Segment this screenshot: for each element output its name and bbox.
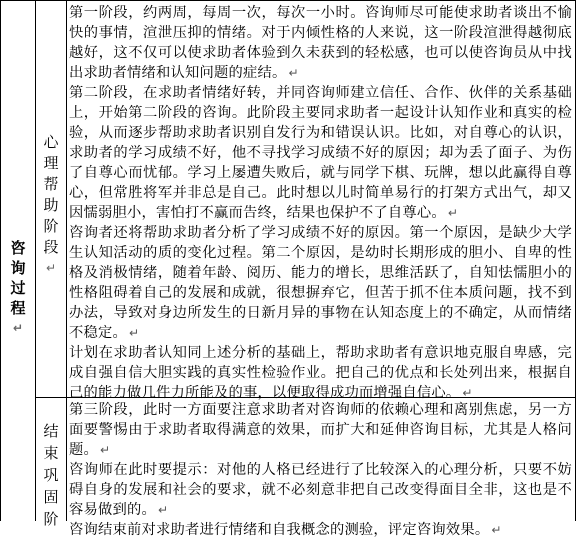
content-cell-top [69,3,572,403]
paragraph-stage1: 第一阶段，约两周，每周一次，每次一小时。咨询师尽可能使求助者谈出不愉快的事情，渲泄压抑的情绪。对于内倾性格的人来说，这一阶段渲泄得越彻底越好，这不仅可以使求助者体验到久未获到的轻松感，也可以使咨询员从中找出求助者情绪和认知问题的症结。 ↵ [69,5,572,81]
stage-label-cell-bottom [36,398,65,528]
stage3-label: 结 束 巩 固 阶 [43,422,59,528]
paragraph-analysis: 咨询者还将帮助求助者分析了学习成绩不好的原因。第一个原因，是缺少大学生认知活动的质的变化过程。第二个原因，是幼时长期形成的胆小、自卑的性格及消极情绪，随着年龄、阅历、能力的增长，思维活跃了，自知怯懦胆小的性格阻碍着自己的发展和成就，很想摒弃它，但苦于抓不住本质问题，找不到办法，导致对身边所发生的日新月异的事物在认知态度上的不确定，从而情绪不稳定。 ↵ [69,225,572,341]
content-cell-bottom [69,400,572,540]
paragraph-stage3: 第三阶段，此时一方面要注意求助者对咨询师的依赖心理和离别焦虑，另一方面要警惕由于求助者取得满意的效果，而扩大和延伸咨询目标，尤其是人格问题。 ↵ [69,402,572,458]
table-divider-col2 [66,0,67,521]
process-label-cell [1,0,35,521]
paragraph-final-test: 咨询结束前对求助者进行情绪和自我概念的测验，评定咨询效果。 ↵ [69,522,502,538]
process-label: 咨 询 过 程 ↵ [10,239,26,335]
stage-label-cell-top [36,0,65,397]
paragraph-counselor-hint: 咨询师在此时要提示：对他的人格已经进行了比较深入的心理分析，只要不妨碍自身的发展和社会的要求，就不必刻意非把自己改变得面目全非，这也是不容易做到的。 ↵ [69,462,572,518]
table-border-top [0,0,576,1]
stage2-label: 心 理 帮 助 阶 段 ↵ [43,133,59,275]
paragraph-stage2: 第二阶段，在求助者情绪好转，并同咨询师建立信任、合作、伙伴的关系基础上，开始第二阶段的咨询。此阶段主要同求助者一起设计认知作业和真实的检验，从而逐步帮助求助者识别自发行为和错误认识。比如，对自尊心的认识，求助者的学习成绩不好，他不寻找学习成绩不好的原因；却为丢了面子、为伤了自尊心而忧郁。学习上屡遭失败后，就与同学下棋、玩牌，想以此赢得自尊心，但常胜将军并非总是自己。此时想以儿时简单易行的打架方式出气，却又因懦弱胆小，害怕打不赢而告终，结果也保护不了自尊心。 ↵ [69,85,572,221]
paragraph-plan: 计划在求助者认知同上述分析的基础上，帮助求助者有意识地克服自卑感，完成自强自信大胆实践的真实性检验作业。把自己的优点和长处列出来，根据自己的能力做几件力所能及的事，以便取得成功而增强自信心。 ↵ [69,345,572,401]
